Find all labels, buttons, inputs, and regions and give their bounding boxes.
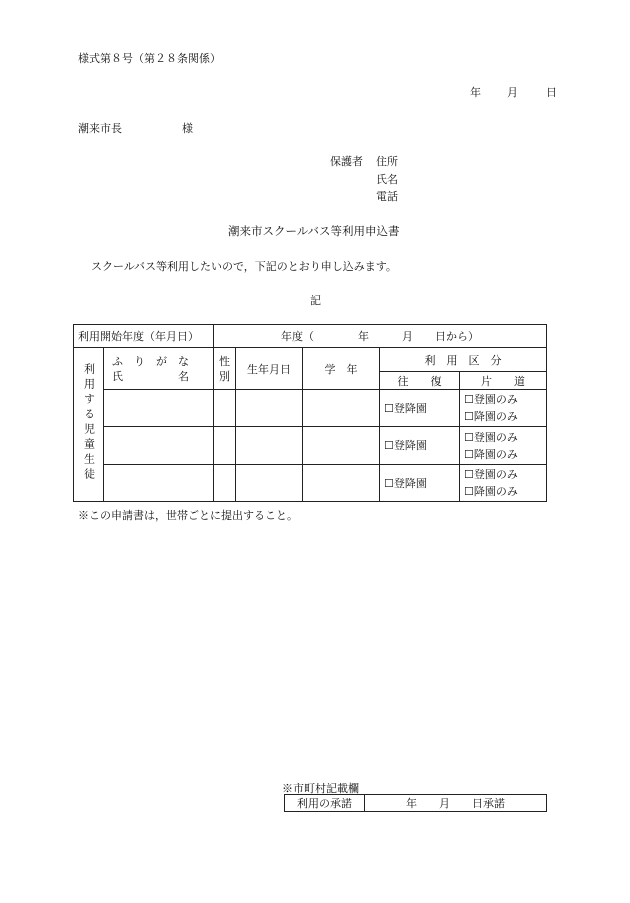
birthdate-cell[interactable] — [236, 390, 303, 427]
one-way-header: 片 道 — [460, 372, 547, 390]
form-number: 様式第８号（第２８条関係） — [78, 52, 221, 65]
side-label-text: 利用する児童生徒 — [82, 363, 96, 483]
approval-label: 利用の承諾 — [285, 795, 365, 812]
round-trip-option[interactable]: ☐登降園 — [380, 390, 460, 427]
name-cell[interactable] — [104, 465, 214, 502]
guardian-name: 氏名 — [376, 173, 398, 186]
grade-header: 学 年 — [303, 348, 380, 390]
name-cell[interactable] — [104, 390, 214, 427]
city-approval-table — [284, 794, 547, 812]
guardian-label: 保護者 — [330, 155, 363, 168]
date-month: 月 — [507, 86, 518, 99]
table-row — [74, 427, 547, 465]
furigana-label: ふ り が な — [112, 354, 189, 368]
name-header — [104, 348, 214, 390]
round-trip-option[interactable]: ☐登降園 — [380, 427, 460, 465]
table-row — [74, 390, 547, 427]
birthdate-cell[interactable] — [236, 465, 303, 502]
from-only-checkbox[interactable]: ☐降園のみ — [464, 485, 518, 498]
to-only-checkbox[interactable]: ☐登園のみ — [464, 393, 518, 406]
intro-text: スクールバス等利用したいので，下記のとおり申し込みます。 — [91, 260, 397, 273]
name-cell[interactable] — [104, 427, 214, 465]
name-label: 氏 名 — [112, 369, 189, 383]
gender-cell[interactable] — [214, 427, 236, 465]
date-year: 年 — [470, 86, 481, 99]
grade-cell[interactable] — [303, 465, 380, 502]
guardian-address: 住所 — [376, 155, 398, 168]
city-section-header: ※市町村記載欄 — [282, 782, 359, 795]
addressee — [78, 120, 193, 136]
ki-label: 記 — [310, 294, 321, 307]
from-only-checkbox[interactable]: ☐降園のみ — [464, 410, 518, 423]
document-title: 潮来市スクールバス等利用申込書 — [228, 224, 400, 238]
addressee-honorific: 様 — [182, 122, 193, 135]
submission-note: ※この申請書は，世帯ごとに提出すること。 — [78, 509, 298, 522]
one-way-options — [460, 427, 547, 465]
to-only-checkbox[interactable]: ☐登園のみ — [464, 430, 518, 444]
start-date-label: 利用開始年度（年月日） — [74, 325, 214, 348]
usage-category-header: 利 用 区 分 — [380, 348, 547, 372]
approval-value[interactable]: 年 月 日承諾 — [365, 795, 547, 812]
gender-cell[interactable] — [214, 465, 236, 502]
gender-header — [214, 348, 236, 390]
birthdate-header: 生年月日 — [236, 348, 303, 390]
guardian-phone: 電話 — [376, 190, 398, 203]
date-day: 日 — [546, 86, 557, 99]
round-trip-header: 往 復 — [380, 372, 460, 390]
one-way-options — [460, 390, 547, 427]
to-only-checkbox[interactable]: ☐登園のみ — [464, 468, 518, 481]
one-way-options — [460, 465, 547, 502]
gender-cell[interactable] — [214, 390, 236, 427]
addressee-name: 潮来市長 — [78, 122, 122, 135]
students-side-label — [74, 348, 104, 502]
round-trip-option[interactable]: ☐登降園 — [380, 465, 460, 502]
grade-cell[interactable] — [303, 390, 380, 427]
date-line — [470, 84, 557, 100]
application-table — [73, 324, 547, 502]
birthdate-cell[interactable] — [236, 427, 303, 465]
from-only-checkbox[interactable]: ☐降園のみ — [464, 447, 518, 461]
start-date-value: 年度（ 年 月 日から） — [214, 325, 547, 348]
table-row — [74, 465, 547, 502]
grade-cell[interactable] — [303, 427, 380, 465]
gender-label: 性別 — [219, 354, 230, 383]
